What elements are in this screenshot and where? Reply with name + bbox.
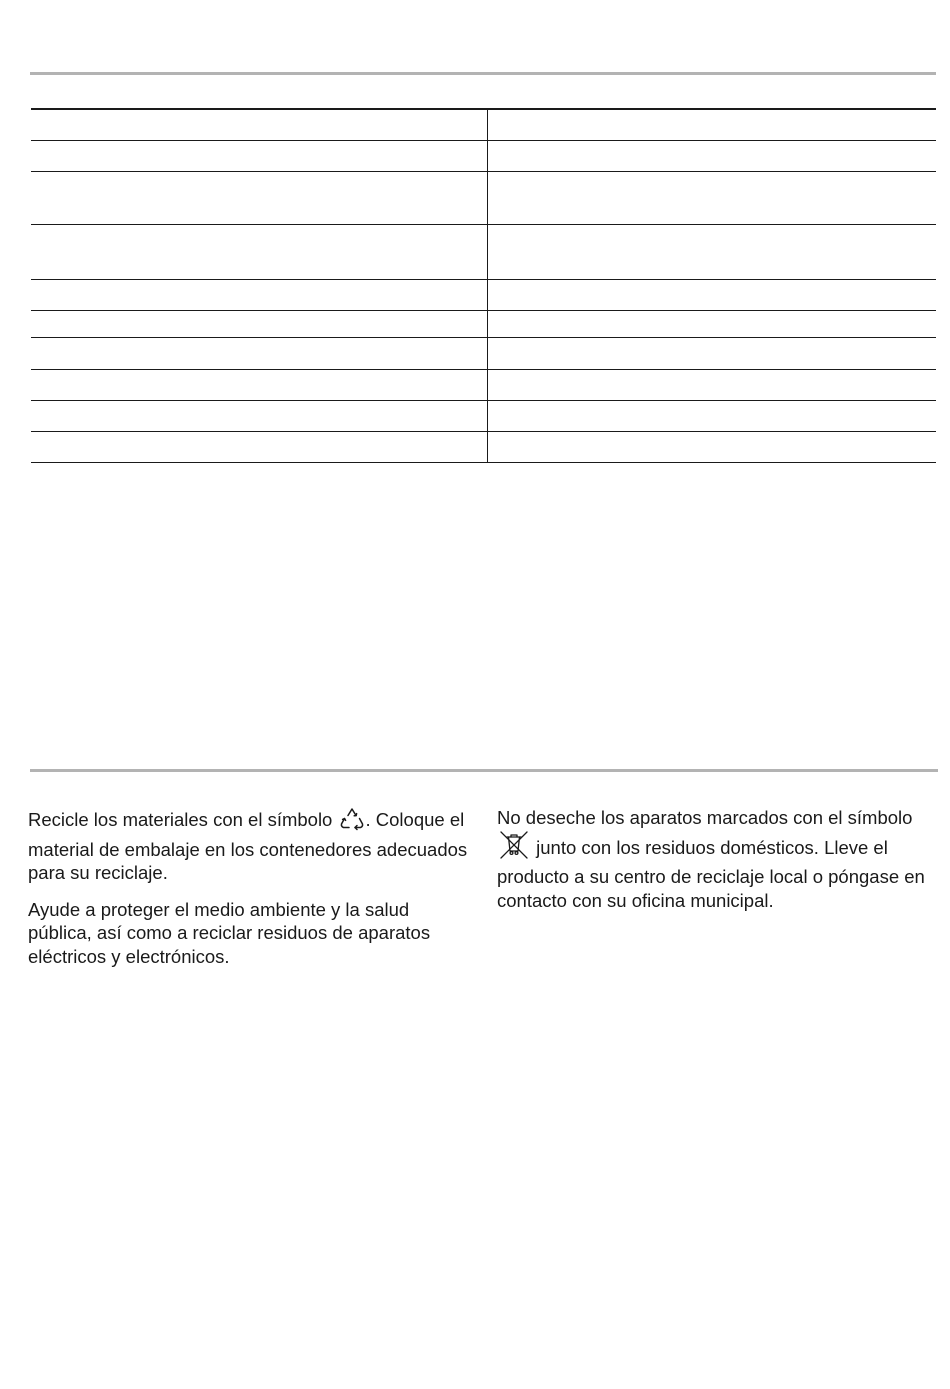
top-divider (30, 72, 936, 75)
table-cell-label (31, 279, 488, 310)
paragraph-text: Recicle los materiales con el símbolo (28, 809, 338, 830)
table-cell-value (488, 310, 937, 337)
paragraph-text: . Coloque el material de embalaje en los contenedores adecuados para su reciclaje. (28, 809, 468, 883)
paragraph-text: No deseche los aparatos marcados con el símbolo (497, 807, 913, 828)
table-cell-label (31, 310, 488, 337)
table-row (31, 369, 936, 400)
table-cell-label (31, 369, 488, 400)
table-row (31, 171, 936, 224)
table-cell-value (488, 431, 937, 462)
table-row (31, 310, 936, 337)
table-row (31, 140, 936, 171)
recycling-text-right (497, 806, 927, 925)
table-cell-label (31, 171, 488, 224)
table-cell-label (31, 140, 488, 171)
table-row (31, 400, 936, 431)
table-cell-label (31, 337, 488, 369)
section-divider (30, 769, 938, 772)
table-cell-label (31, 431, 488, 462)
table-cell-value (488, 224, 937, 279)
packaging-recycling-paragraph (28, 806, 478, 885)
table-cell-value (488, 140, 937, 171)
table-cell-label (31, 109, 488, 140)
table-cell-value (488, 400, 937, 431)
table-cell-value (488, 279, 937, 310)
crossed-out-bin-icon (498, 830, 530, 866)
specifications-table (31, 108, 936, 463)
table-cell-value (488, 171, 937, 224)
table-cell-label (31, 224, 488, 279)
environment-paragraph: Ayude a proteger el medio ambiente y la salud pública, así como a reciclar residuos de aparatos eléctricos y electrónicos. (28, 898, 431, 967)
weee-disposal-paragraph (497, 806, 927, 912)
table-cell-label (31, 400, 488, 431)
table-row (31, 431, 936, 462)
paragraph-text: junto con los residuos domésticos. Lleve el producto a su centro de reciclaje local o póngase en contacto con su oficina municipal. (497, 836, 925, 911)
table-row (31, 279, 936, 310)
recycle-icon (339, 806, 365, 838)
table-cell-value (488, 337, 937, 369)
table-row (31, 224, 936, 279)
table-cell-value (488, 109, 937, 140)
table-cell-value (488, 369, 937, 400)
table-row (31, 109, 936, 140)
recycling-text-left (28, 806, 478, 981)
table-row (31, 337, 936, 369)
